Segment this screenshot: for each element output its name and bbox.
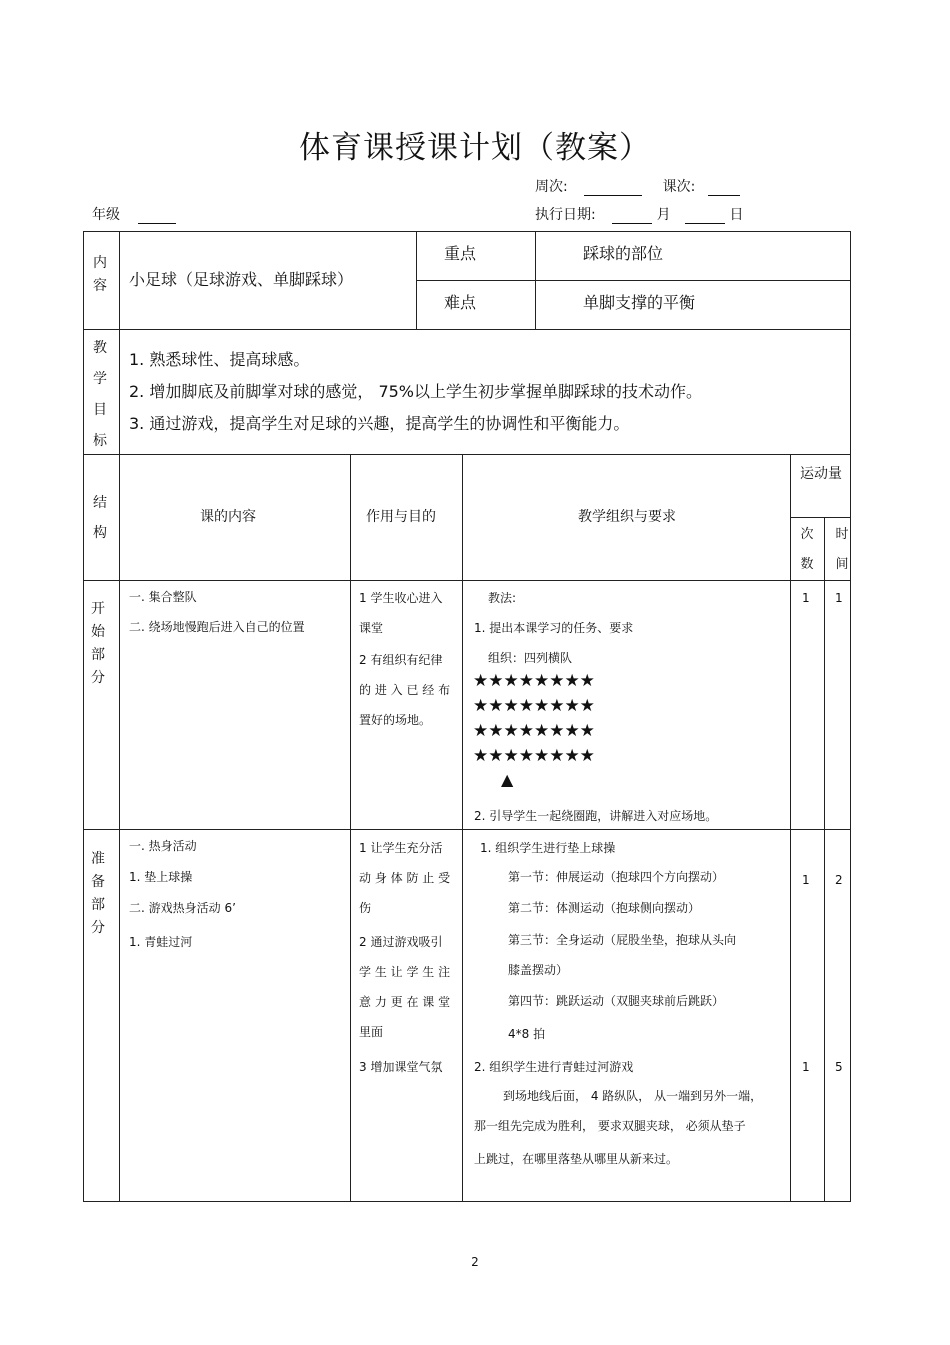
week-label: 周次: [535, 179, 568, 195]
grid-line [83, 329, 851, 330]
start-time: 1 [835, 591, 843, 605]
grade-field [92, 204, 176, 224]
grid-line [850, 231, 851, 1202]
prep-org-line: 上跳过，在哪里落垫从哪里从新来过。 [474, 1152, 679, 1166]
prep-section-label: 准备部分 [91, 851, 105, 936]
date-label: 执行日期: [535, 207, 596, 223]
prep-org-line: 1. 组织学生进行垫上球操 [480, 841, 616, 855]
day-label: 日 [729, 207, 744, 223]
grid-line [416, 231, 417, 330]
load-header: 运动量 [800, 466, 842, 482]
grid-line [350, 454, 351, 1202]
prep-org-line: 那一组先完成为胜利， 要求双腿夹球， 必须从垫子 [474, 1119, 746, 1133]
start-purpose-line: 1 学生收心进入 [359, 591, 443, 605]
grade-label: 年级 [92, 207, 120, 223]
formation-row: ★★★★★★★★ [473, 696, 595, 716]
grid-line [83, 829, 851, 830]
lesson-label: 课次: [662, 179, 696, 195]
content-header: 课的内容 [200, 509, 256, 525]
start-purpose-line: 课堂 [359, 621, 384, 635]
start-org-end: 2. 引导学生一起绕圈跑，讲解进入对应场地。 [474, 809, 718, 823]
difficulty-text: 单脚支撑的平衡 [583, 293, 696, 312]
prep-org-line: 2. 组织学生进行青蛙过河游戏 [474, 1060, 634, 1074]
prep-purpose-line: 1 让学生充分活 [359, 841, 443, 855]
key-text: 踩球的部位 [583, 244, 664, 263]
start-purpose-line: 置好的场地。 [359, 713, 432, 727]
grid-line [83, 580, 851, 581]
teacher-marker: ▲ [501, 770, 514, 789]
week-blank [584, 181, 642, 196]
grid-line [416, 280, 851, 281]
lesson-blank [708, 181, 740, 196]
start-times: 1 [802, 591, 810, 605]
grid-line [824, 517, 825, 1202]
grid-line [83, 231, 851, 232]
goal-item: 2. 增加脚底及前脚掌对球的感觉， 75%以上学生初步掌握单脚踩球的技术动作。 [129, 382, 703, 401]
prep-purpose-line: 伤 [359, 901, 372, 915]
start-org-line: 1. 提出本课学习的任务、要求 [474, 621, 634, 635]
goal-item: 1. 熟悉球性、提高球感。 [129, 350, 310, 369]
grid-line [83, 1201, 851, 1202]
prep-times-2: 1 [802, 1060, 810, 1074]
month-label: 月 [656, 207, 671, 223]
month-blank [612, 209, 652, 224]
start-purpose-line: 的 进 入 已 经 布 [359, 683, 451, 697]
prep-purpose-line: 动 身 体 防 止 受 [359, 871, 451, 885]
start-org-line: 组织：四列横队 [488, 651, 573, 665]
grid-line [462, 454, 463, 1202]
prep-org-line: 第二节：体测运动（抱球侧向摆动） [508, 901, 701, 915]
week-field [535, 176, 740, 196]
start-purpose-line: 2 有组织有纪律 [359, 653, 443, 667]
prep-purpose-line: 2 通过游戏吸引 [359, 935, 443, 949]
prep-org-line: 第三节：全身运动（屁股坐垫，抱球从头向 [508, 933, 737, 947]
start-org-line: 教法: [488, 591, 517, 605]
prep-content-item: 1. 青蛙过河 [129, 935, 193, 949]
start-content-item: 一. 集合整队 [129, 590, 197, 604]
prep-org-line: 4*8 拍 [508, 1027, 546, 1041]
prep-time-1: 2 [835, 873, 843, 887]
grid-line [790, 517, 851, 518]
grid-line [790, 454, 791, 1202]
prep-org-line: 第四节：跳跃运动（双腿夹球前后跳跃） [508, 994, 725, 1008]
goal-item: 3. 通过游戏，提高学生对足球的兴趣，提高学生的协调性和平衡能力。 [129, 414, 630, 433]
content-label: 内容 [93, 255, 107, 294]
time-header: 时间 [835, 527, 849, 572]
start-content-item: 二. 绕场地慢跑后进入自己的位置 [129, 620, 305, 634]
grid-line [119, 231, 120, 1202]
prep-purpose-line: 3 增加课堂气氛 [359, 1060, 443, 1074]
prep-org-line: 膝盖摆动） [508, 963, 569, 977]
formation-row: ★★★★★★★★ [473, 671, 595, 691]
day-blank [685, 209, 725, 224]
prep-org-line: 到场地线后面， 4 路纵队， 从一端到另外一端， [503, 1089, 763, 1103]
prep-purpose-line: 意 力 更 在 课 堂 [359, 995, 451, 1009]
times-header: 次数 [800, 527, 814, 572]
prep-purpose-line: 学 生 让 学 生 注 [359, 965, 451, 979]
org-header: 教学组织与要求 [578, 509, 676, 525]
prep-purpose-line: 里面 [359, 1025, 384, 1039]
grade-blank [138, 209, 176, 224]
difficulty-label: 难点 [444, 293, 477, 312]
key-label: 重点 [444, 244, 477, 263]
prep-time-2: 5 [835, 1060, 843, 1074]
prep-content-item: 一. 热身活动 [129, 839, 197, 853]
prep-times-1: 1 [802, 873, 810, 887]
start-section-label: 开始部分 [91, 601, 105, 686]
prep-content-item: 二. 游戏热身活动 6’ [129, 901, 236, 915]
page-number: 2 [471, 1255, 479, 1269]
purpose-header: 作用与目的 [366, 509, 436, 525]
formation-row: ★★★★★★★★ [473, 721, 595, 741]
content-text: 小足球（足球游戏、单脚踩球） [129, 270, 354, 289]
grid-line [83, 454, 851, 455]
date-field [535, 204, 744, 224]
page-title: 体育课授课计划（教案） [299, 130, 651, 166]
grid-line [83, 231, 84, 1202]
prep-content-item: 1. 垫上球操 [129, 870, 193, 884]
formation-row: ★★★★★★★★ [473, 746, 595, 766]
structure-header: 结构 [93, 495, 107, 541]
goals-label: 教学目标 [93, 340, 107, 449]
prep-org-line: 第一节：伸展运动（抱球四个方向摆动） [508, 870, 725, 884]
grid-line [535, 231, 536, 330]
